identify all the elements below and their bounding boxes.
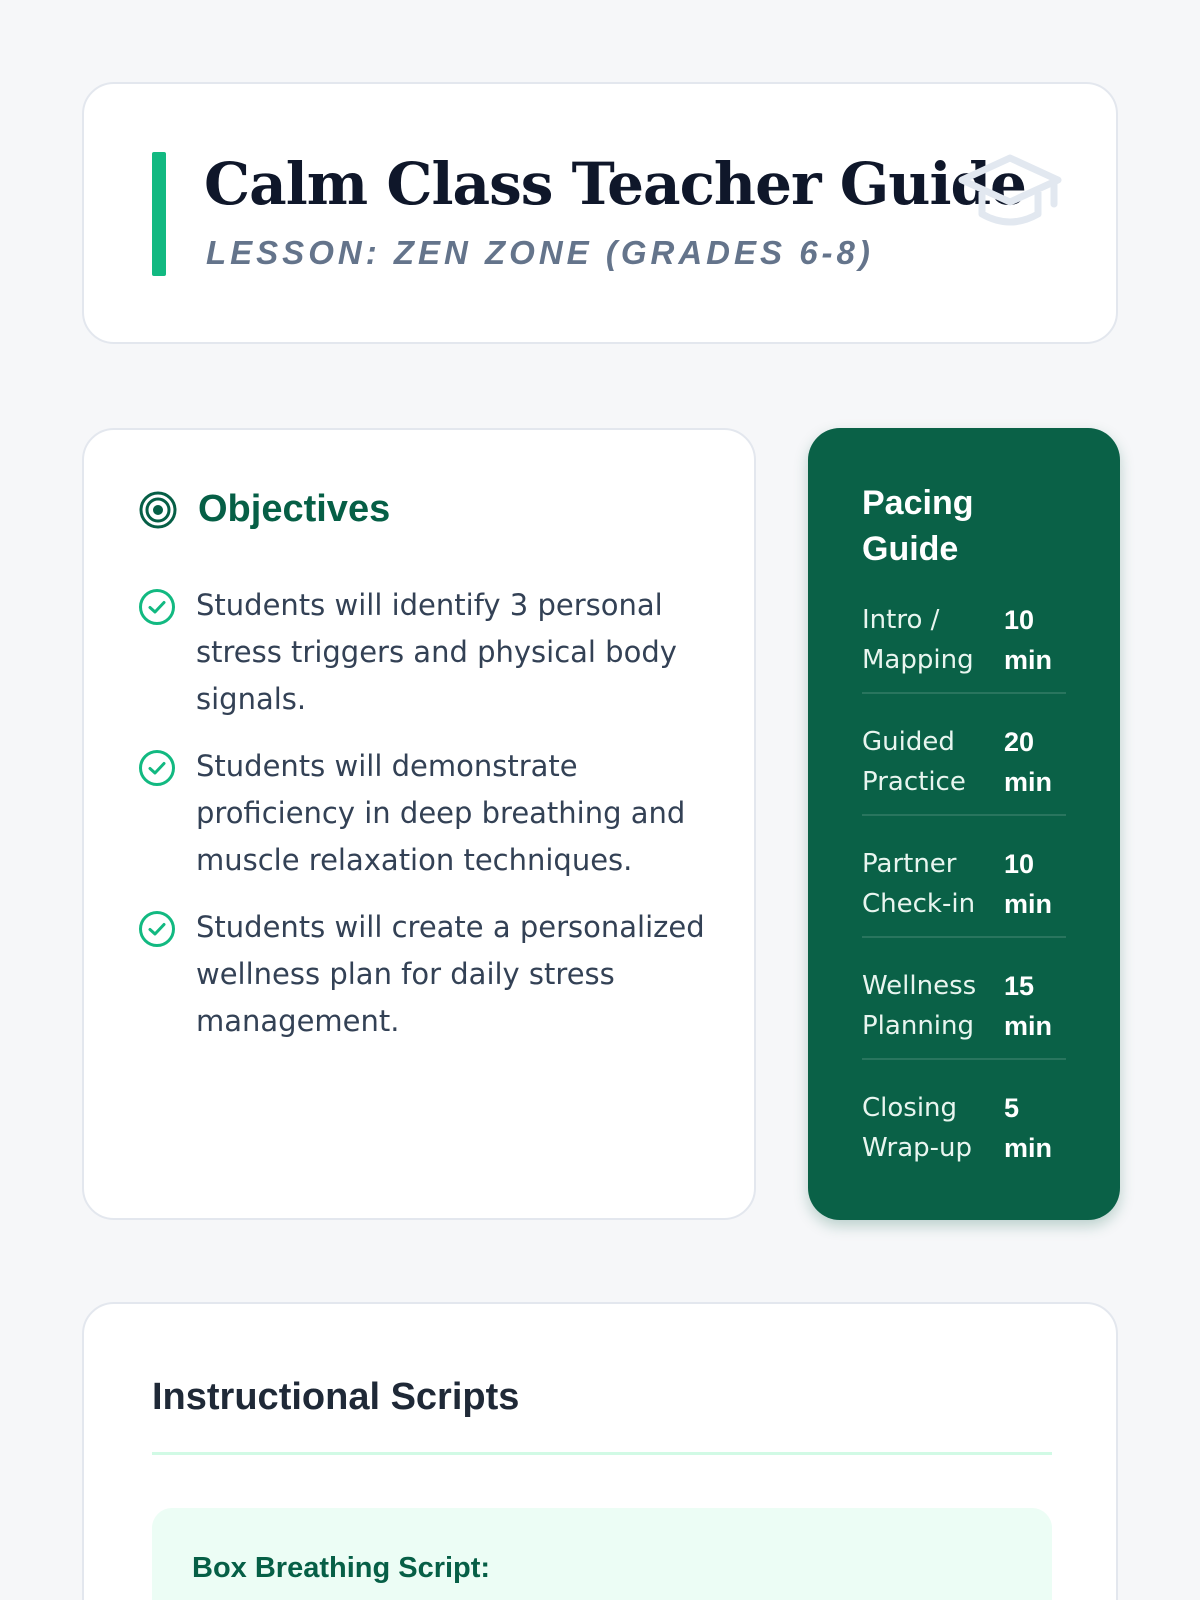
pacing-activity: Intro / Mapping [862, 605, 974, 675]
pacing-guide-card [808, 428, 1120, 1220]
pacing-row [862, 966, 1066, 1060]
scripts-title: Instructional Scripts [152, 1376, 520, 1418]
objectives-list [138, 582, 708, 1065]
pacing-activity: Partner Check-in [862, 849, 976, 919]
objective-item [138, 743, 708, 884]
objective-item [138, 904, 708, 1045]
pacing-activity: Guided Practice [862, 727, 966, 797]
lesson-subtitle: LESSON: ZEN ZONE (GRADES 6-8) [206, 234, 874, 271]
pacing-duration: 5 min [1004, 1093, 1053, 1163]
pacing-duration: 10 min [1004, 849, 1053, 919]
pacing-activity: Wellness Planning [862, 971, 977, 1041]
pacing-list [862, 600, 1066, 1210]
objective-text: Students will create a personalized wellness plan for daily stress management. [196, 910, 705, 1038]
pacing-row [862, 844, 1066, 938]
scripts-divider [152, 1452, 1052, 1455]
objective-text: Students will identify 3 personal stress triggers and physical body signals. [196, 588, 677, 716]
instructional-scripts-card [82, 1302, 1118, 1600]
pacing-duration: 15 min [1004, 971, 1053, 1041]
page-title: Calm Class Teacher Guide [204, 150, 1026, 218]
box-breathing-script-box [152, 1508, 1052, 1600]
pacing-row [862, 600, 1066, 694]
pacing-duration: 10 min [1004, 605, 1053, 675]
box-breathing-script-label: Box Breathing Script: [192, 1552, 491, 1584]
target-icon [138, 490, 178, 530]
header-accent-bar [152, 152, 166, 276]
check-circle-icon [138, 588, 176, 626]
objectives-title: Objectives [198, 488, 391, 530]
pacing-activity: Closing Wrap-up [862, 1093, 973, 1163]
pacing-row [862, 1088, 1066, 1182]
objective-text: Students will demonstrate proficiency in deep breathing and muscle relaxation techniques. [196, 749, 686, 877]
check-circle-icon [138, 910, 176, 948]
check-circle-icon [138, 749, 176, 787]
pacing-guide-title: Pacing Guide [862, 484, 974, 568]
pacing-row [862, 722, 1066, 816]
pacing-duration: 20 min [1004, 727, 1053, 797]
header-card [82, 82, 1118, 344]
objectives-header [138, 488, 390, 531]
graduation-cap-icon [958, 152, 1062, 232]
objectives-card [82, 428, 756, 1220]
objective-item [138, 582, 708, 723]
